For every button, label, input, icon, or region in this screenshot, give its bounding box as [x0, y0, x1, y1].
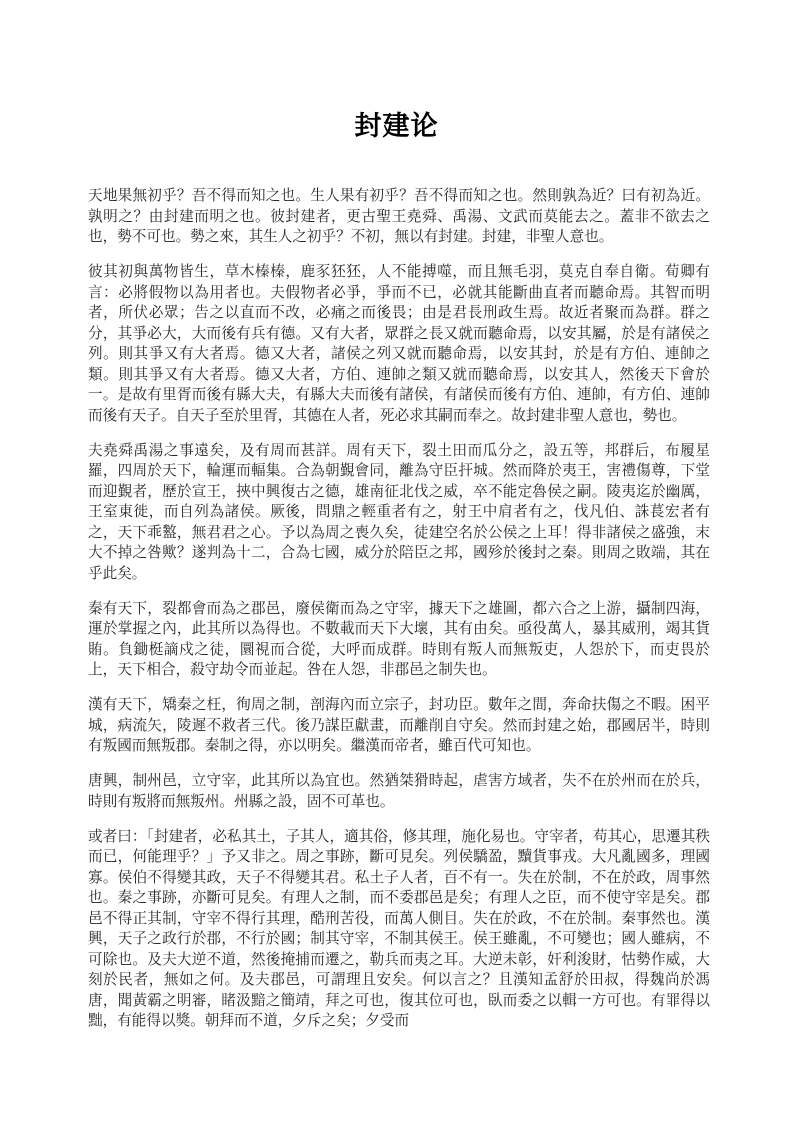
paragraph-7: 或者曰：「封建者，必私其土，子其人，適其俗，修其理，施化易也。守宰者，苟其心，思遷其秩而已，何能理乎？」予又非之。周之事跡，斷可見矣。列侯驕盈，黷貨事戎。大凡亂國多，理國寡。侯伯不得變其政，天子不得變其君。私土子人者，百不有一。失在於制，不在於政，周事然也。秦之事跡，亦斷可見矣。有理人之制，而不委郡邑是矣；有理人之臣，而不使守宰是矣。郡邑不得正其制，守宰不得行其理，酷刑苦役，而萬人側目。失在於政，不在於制。秦事然也。漢興，天子之政行於郡，不行於國；制其守宰，不制其侯王。侯王雖亂，不可變也；國人雖病，不可除也。及夫大逆不道，然後掩捕而遷之，勒兵而夷之耳。大逆未彰，奸利浚財，怙勢作威，大刻於民者，無如之何。及夫郡邑，可謂理且安矣。何以言之？且漢知孟舒於田叔，得魏尚於馮唐，聞黃霸之明審，睹汲黯之簡靖，拜之可也，復其位可也，臥而委之以輯一方可也。有罪得以黜，有能得以獎。朝拜而不道，夕斥之矣；夕受而 — [88, 828, 710, 1029]
paragraph-4: 秦有天下，裂都會而為之郡邑，廢侯衛而為之守宰，據天下之雄圖，都六合之上游，攝制四海，運於掌握之內，此其所以為得也。不數載而天下大壞，其有由矣。亟役萬人，暴其威刑，竭其貨賄。負鋤梃謫戍之徒，圜視而合從，大呼而成群。時則有叛人而無叛吏，人怨於下，而吏畏於上，天下相合，殺守劫令而並起。咎在人怨，非郡邑之制失也。 — [88, 600, 710, 678]
paragraph-3: 夫堯舜禹湯之事遠矣，及有周而甚詳。周有天下，裂土田而瓜分之，設五等，邦群后，布履星羅，四周於天下，輪運而輻集。合為朝覲會同，離為守臣扞城。然而降於夷王，害禮傷尊，下堂而迎覲者，歷於宣王，挾中興復古之德，雄南征北伐之威，卒不能定魯侯之嗣。陵夷迄於幽厲，王室東徙，而自列為諸侯。厥後，問鼎之輕重者有之，射王中肩者有之，伐凡伯、誅萇宏者有之，天下乖盭，無君君之心。予以為周之喪久矣，徒建空名於公侯之上耳！得非諸侯之盛強，末大不掉之咎歟？遂判為十二，合為七國，威分於陪臣之邦，國殄於後封之秦。則周之敗端，其在乎此矣。 — [88, 442, 710, 582]
paragraph-1: 天地果無初乎？吾不得而知之也。生人果有初乎？吾不得而知之也。然則孰為近？曰有初為近。孰明之？由封建而明之也。彼封建者，更古聖王堯舜、禹湯、文武而莫能去之。蓋非不欲去之也，勢不可也。勢之來，其生人之初乎？不初，無以有封建。封建，非聖人意也。 — [88, 188, 710, 245]
paragraph-5: 漢有天下，矯秦之枉，徇周之制，剖海內而立宗子，封功臣。數年之間，奔命扶傷之不暇。困平城，病流矢，陵遲不救者三代。後乃謀臣獻畫，而離削自守矣。然而封建之始，郡國居半，時則有叛國而無叛郡。秦制之得，亦以明矣。繼漢而帝者，雖百代可知也。 — [88, 697, 710, 754]
document-body — [88, 186, 710, 1032]
document-title: 封建论 — [354, 111, 439, 141]
paragraph-6: 唐興，制州邑，立守宰，此其所以為宜也。然猶桀猾時起，虐害方域者，失不在於州而在於兵，時則有叛將而無叛州。州縣之設，固不可革也。 — [88, 773, 710, 810]
paragraph-2: 彼其初與萬物皆生，草木榛榛，鹿豕狉狉，人不能搏噬，而且無毛羽，莫克自奉自衛。荀卿有言：必將假物以為用者也。夫假物者必爭，爭而不已，必就其能斷曲直者而聽命焉。其智而明者，所伏必眾；告之以直而不改，必痛之而後畏；由是君長刑政生焉。故近者聚而為群。群之分，其爭必大，大而後有兵有德。又有大者，眾群之長又就而聽命焉，以安其屬，於是有諸侯之列。則其爭又有大者焉。德又大者，諸侯之列又就而聽命焉，以安其封，於是有方伯、連帥之類。則其爭又有大者焉。德又大者，方伯、連帥之類又就而聽命焉，以安其人，然後天下會於一。是故有里胥而後有縣大夫，有縣大夫而後有諸侯，有諸侯而後有方伯、連帥，有方伯、連帥而後有天子。自天子至於里胥，其德在人者，死必求其嗣而奉之。故封建非聖人意也，勢也。 — [88, 264, 710, 424]
